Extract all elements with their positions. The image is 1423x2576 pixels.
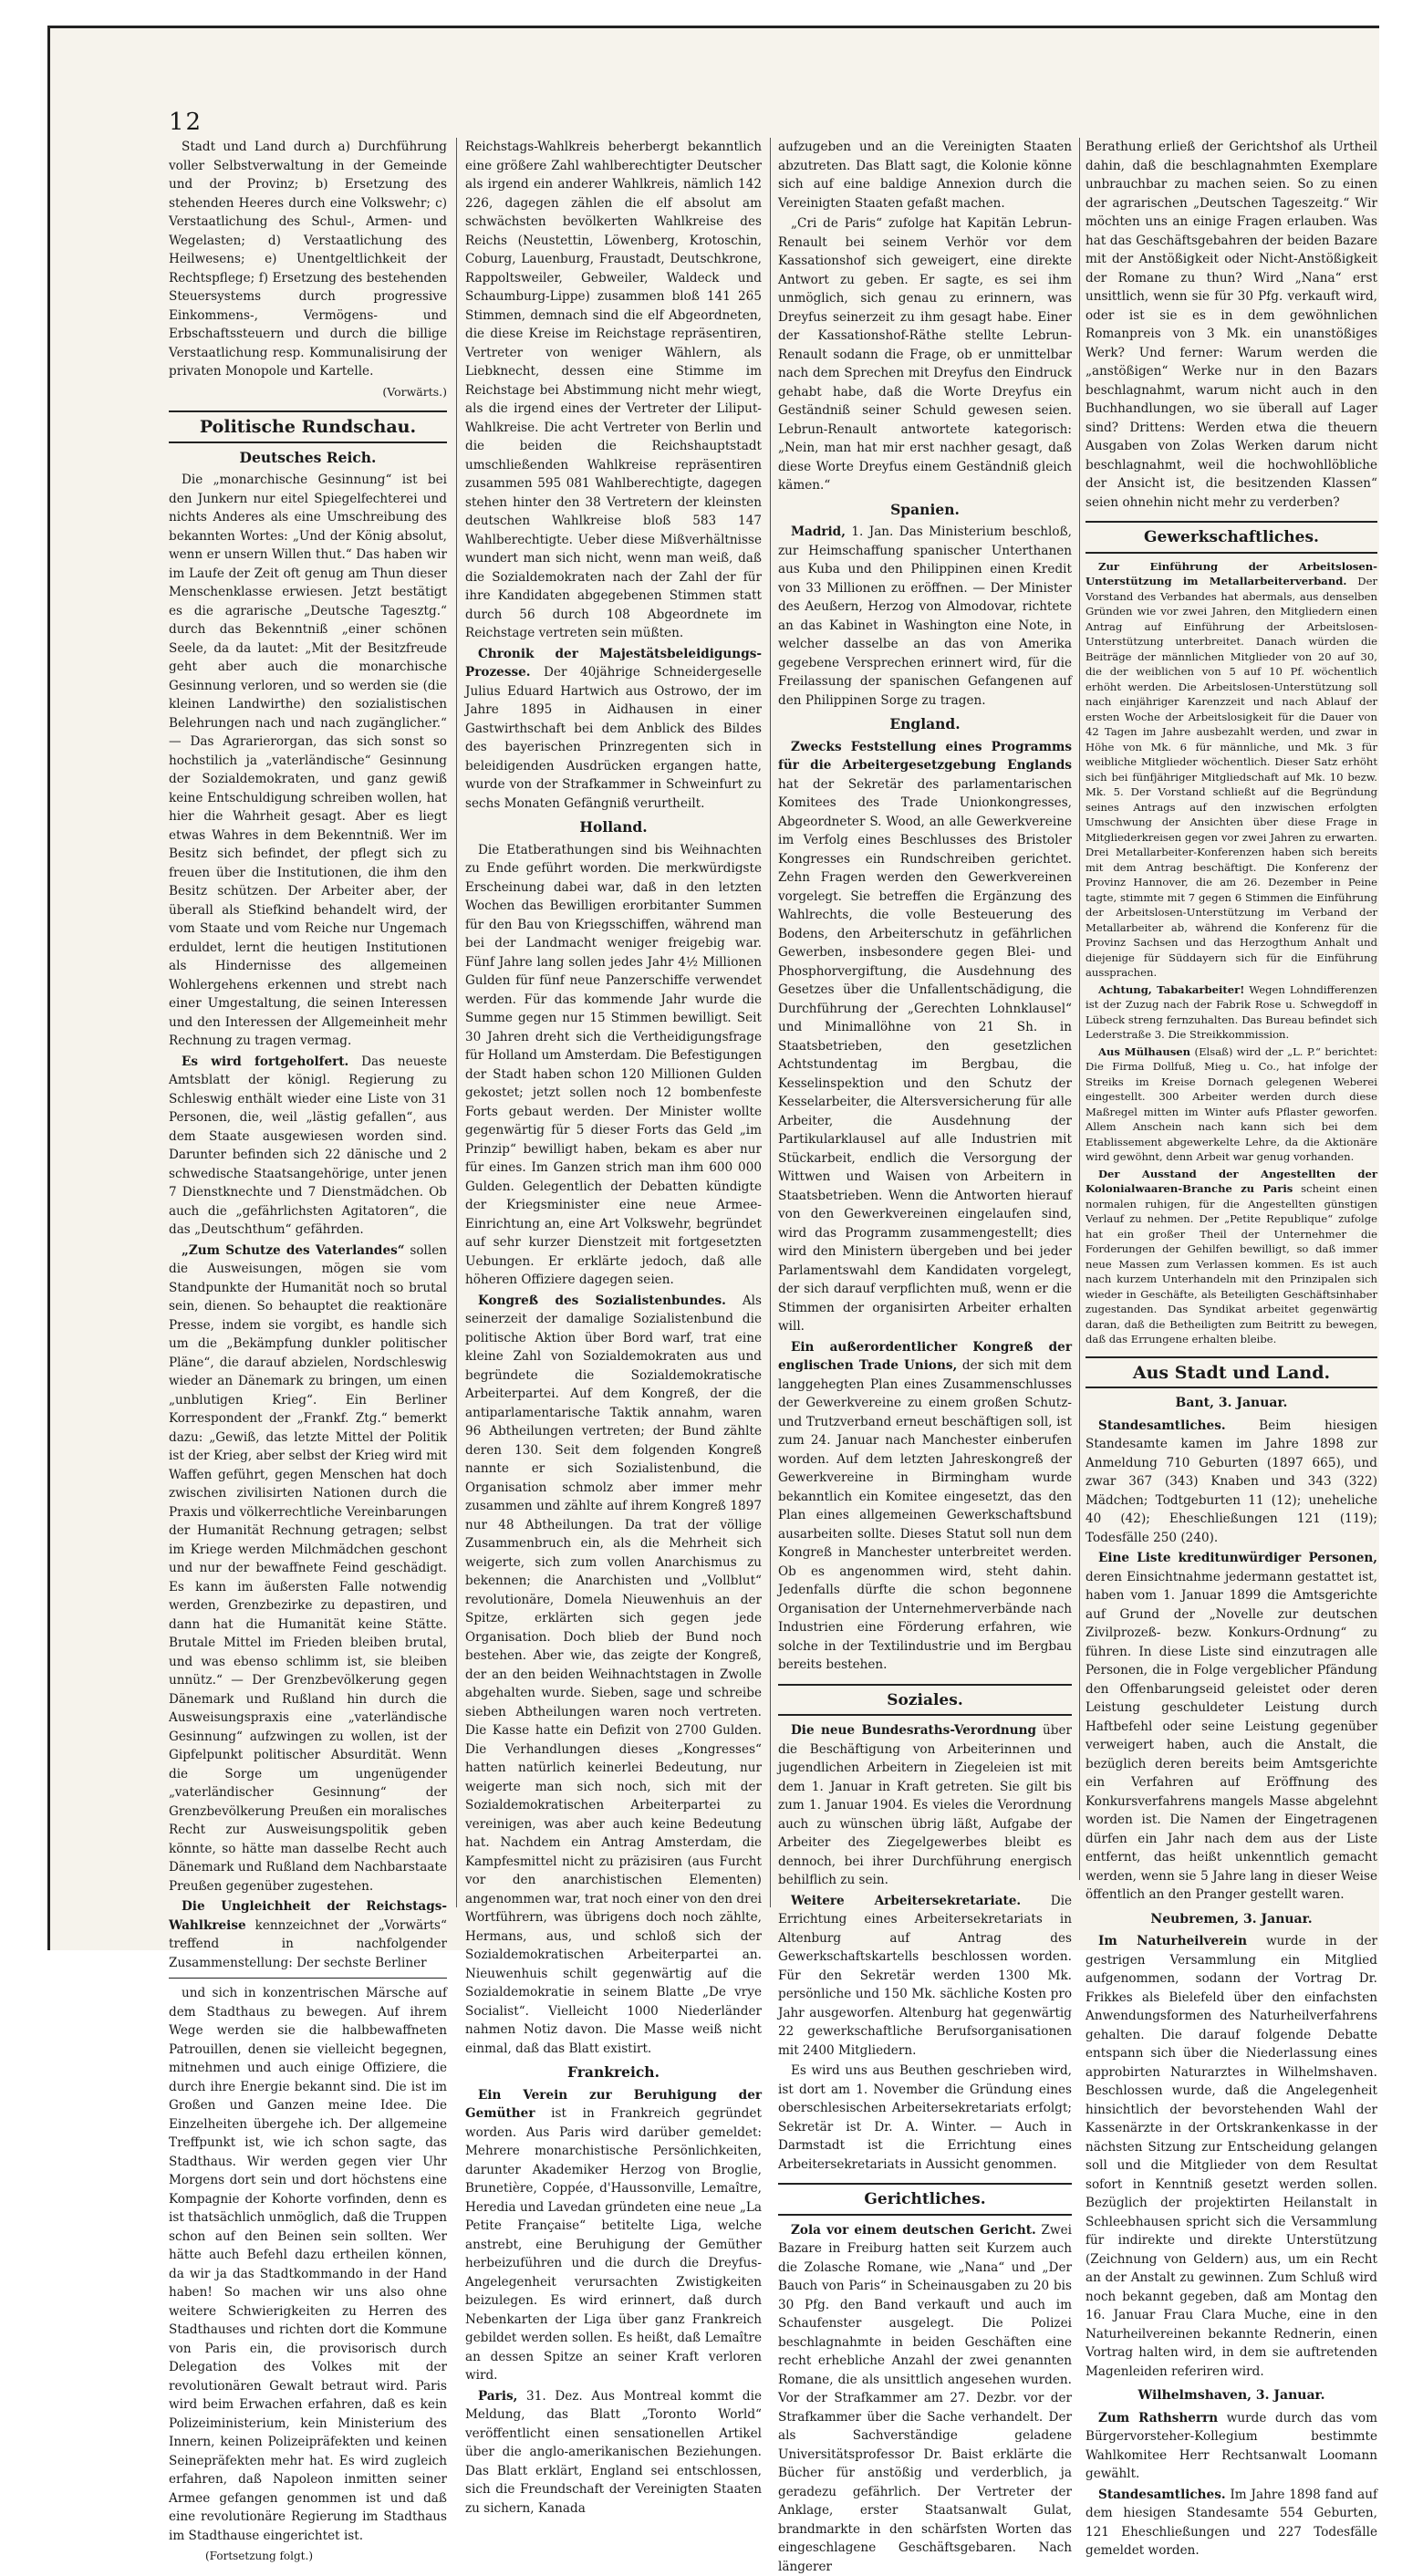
article-lead: Standesamtliches. (1098, 2488, 1226, 2502)
continuation-note: (Fortsetzung folgt.) (205, 2547, 447, 2566)
article-paragraph (1085, 1417, 1377, 1548)
section-heading: Gerichtliches. (778, 2190, 1072, 2209)
article-text: Die „monarchische Gesinnung“ ist bei den Junkern nur eitel Spiegelfechterei und nichts Anderes als eine Umschreibung des bekannten Wortes: „Und der König absolut, wenn er unsern Willen thut.“ Das haben wir im Laufe der Zeit oft genug am Thun dieser Menschenklasse erwiesen. Jetzt bestätigt es die agrarische „Deutsche Tagesztg.“ durch das Bekenntniß „einer schönen Seele, da da lautet: „Mit der Besitzfreude geht aber auch die monarchische Gesinnung verloren, und so werden sie (die kleinen Landwirthe) den sozialistischen Belehrungen nach und nach zugänglicher.“ — Das Agrarierorgan, das sich sonst so hochstilich ja „vaterländische“ Gesinnung der Sozialdemokraten, und ganz gewiß keine Entschuldigung schreiben wollen, hat hier die Wahrheit gesagt. Aber es liegt etwas Wahres in dem Bekenntniß. Wer im Besitz sich befindet, der pflegt sich zu freuen über die Institutionen, die ihm den Besitz schützen. Der Arbeiter aber, der überall als Stiefkind behandelt wird, der vom Staate und vom Reiche nur Ungemach erduldet, lernt die heutigen Institutionen als Hindernisse des allgemeinen Wohlergehens erkennen und strebt nach einer Umgestaltung, die seinen Interessen und den Interessen der Allgemeinheit mehr Rechnung zu tragen vermag. (169, 471, 447, 1051)
article-lead: Madrid, (791, 525, 846, 539)
section-box (778, 2183, 1072, 2216)
article-lead: Weitere Arbeitersekretariate. (791, 1894, 1021, 1908)
article-lead: Die neue Bundesraths-Verordnung (791, 1723, 1036, 1738)
article-paragraph (465, 2387, 762, 2519)
article-paragraph (169, 1897, 447, 1972)
article-text: aufzugeben und an die Vereinigten Staaten abzutreten. Das Blatt sagt, die Kolonie könne sich auf eine baldige Annexion durch die Vereinigten Staaten gefaßt machen. (778, 138, 1072, 213)
article-text: 1. Jan. Das Ministerium beschloß, zur Heimschaffung spanischer Unterthanen aus Kuba und den Philippinen einen Kredit von 33 Millionen zu eröffnen. — Der Minister des Aeußern, Herzog von Almodovar, richtete an das Kabinet in Washington eine Note, in welcher dasselbe an das von Amerika gegebene Versprechen erinnert wird, für die Freilassung der spanischen Gefangenen auf den Philippinen Sorge zu tragen. (778, 525, 1072, 708)
section-box (1085, 521, 1377, 554)
article-text: wurde durch das vom Bürgervorsteher-Kollegium bestimmte Wahlkomitee Herr Rechtsanwalt Loomann gewählt. (1085, 2411, 1377, 2482)
article-text: sollen die Ausweisungen, mögen sie vom Standpunkte der Humanität noch so brutal sein, dienen. So behauptet die reaktionäre Presse, indem sie vorgibt, es handle sich um die „Bekämpfung dunkler politischer Pläne“, die darauf abzielen, Nordschleswig wieder an Dänemark zu bringen, um einen „unblutigen Krieg“. Ein Berliner Korrespondent der „Frankf. Ztg.“ bemerkt dazu: „Gewiß, das letzte Mittel der Politik ist der Krieg, aber selbst der Krieg wird mit Waffen geführt, gegen Menschen hat doch zwischen zivilisirten Nationen durch die Praxis und völkerrechtliche Vereinbarungen der Humanität Rechnung getragen; selbst im Kriege werden Milchmädchen geschont und nur der bewaffnete Feind geschädigt. Es kann im äußersten Falle notwendig werden, Grenzbezirke zu depastiren, und dann hat die Humanität keine Stätte. Brutale Mittel im Frieden bleiben brutal, und was ebenso schlimm ist, sie bleiben unnütz.“ — Der Grenzbevölkerung gegen Dänemark und Rußland hin durch die Ausweisungspraxis eine „vaterländische Gesinnung“ aufzwingen zu wollen, ist der Gipfelpunkt politischer Absurdität. Wenn die Sorge um ungenügender „vaterländischer Gesinnung“ der Grenzbevölkerung Preußen ein moralisches Recht zur Ausweisungspolitik geben könnte, so hätte man dasselbe Recht auch Dänemark und Rußland dem Nachbarstaate Preußen gegenüber zugestehen. (169, 1243, 447, 1894)
article-lead: Zur Einführung der Arbeitslosen-Unterstützung im Metallarbeiterverband. (1085, 560, 1377, 588)
article-text: deren Einsichtnahme jedermann gestattet ist, haben vom 1. Januar 1899 die Amtsgerichte auf Grund der „Novelle zur deutschen Zivilprozeß- bezw. Konkurs-Ordnung“ zu führen. In diese Liste sind einzutragen alle Personen, die in Folge vergeblicher Pfändung den Offenbarungseid geleistet oder deren Leistung geschuldeter Leistung durch Haftbefehl oder seine Leistung gegenüber verweigert haben, auch die Anstalt, die bezüglich deren bereits beim Amtsgerichte ein Verfahren auf Eröffnung des Konkursverfahrens mangels Masse abgelehnt worden ist. Die Namen der Eingetragenen dürfen ein Jahr nach dem aus der Liste entfernt, das heißt unkenntlich gemacht werden, wenn sie 5 Jahre lang in dieser Weise öffentlich an den Pranger gestellt waren. (1085, 1570, 1377, 1903)
article-text: „Cri de Paris“ zufolge hat Kapitän Lebrun-Renault bei seinem Verhör vor dem Kassationshof sich geweigert, eine direkte Antwort zu geben. Er sagte, es sei ihm unmöglich, sich genau zu erinnern, was Dreyfus seinerzeit zu ihm gesagt habe. Einer der Kassationshof-Räthe stellte Lebrun-Renault sodann die Frage, ob er unmittelbar nach dem Sprechen mit Dreyfus den Eindruck gehabt habe, daß die Worte Dreyfus ein Geständniß seiner Schuld gewesen seien. Lebrun-Renault antwortete kategorisch: „Nein, man hat mir erst nachher gesagt, daß diese Worte Dreyfus einem Geständniß gleich kämen.“ (778, 214, 1072, 495)
section-heading: Aus Stadt und Land. (1085, 1364, 1377, 1383)
article-lead: Eine Liste kreditunwürdiger Personen, (1098, 1551, 1377, 1565)
section-box (1085, 1356, 1377, 1389)
article-paragraph (778, 1338, 1072, 1675)
article-text: Berathung erließ der Gerichtshof als Urtheil dahin, daß die beschlagnahmten Exemplare unbrauchbar zu machen seien. So zu einen der agrarischen „Deutschen Tageszeitg.“ Wir möchten uns an einige Fragen erlauben. Was hat das Geschäftsgebahren der beiden Bazare mit der Anstößigkeit oder Nicht-Anstößigkeit der Romane zu thun? Wird „Nana“ erst unsittlich, wenn sie für 30 Pfg. verkauft wird, oder ist sie es in dem gewöhnlichen Romanpreis von 3 Mk. ein unanstößiges Werk? Und ferner: Warum werden die „anstößigen“ Werke nur in den Bazars beschlagnahmt, warum nicht auch in den Buchhandlungen, wo sie überall auf Lager sind? Drittens: Werden etwa die theuern Ausgaben von Zolas Werken darum nicht beschlagnahmt, weil die hochwohllöbliche der Ansicht ist, die besitzenden Klassen“ seien ohnehin nicht mehr zu verderben? (1085, 138, 1377, 512)
article-lead: Die Ungleichheit der Reichstags-Wahlkreise (169, 1899, 447, 1933)
article-text: kennzeichnet der „Vorwärts“ treffend in nachfolgender Zusammenstellung: Der sechste Berliner (169, 1918, 447, 1970)
page-number: 12 (169, 109, 203, 136)
article-lead: Ein außerordentlicher Kongreß der englischen Trade Unions, (778, 1340, 1072, 1374)
article-lead: Zum Rathsherrn (1098, 2411, 1218, 2425)
article-lead: „Zum Schutze des Vaterlandes“ (182, 1243, 405, 1258)
article-lead: Kongreß des Sozialistenbundes. (478, 1293, 726, 1308)
subsection-heading: Frankreich. (465, 2063, 762, 2083)
column-4 (1085, 138, 1377, 1880)
article-paragraph (778, 2221, 1072, 2576)
article-lead: Ein Verein zur Beruhigung der Gemüther (465, 2088, 762, 2122)
article-text: der sich mit dem langgehegten Plan eines Zusammenschlusses der Gewerkvereine zu einem großen Schutz- und Trutzverband erneut beschäftigen soll, ist zum 24. Januar nach Manchester einberufen worden. Auf dem letzten Jahreskongreß der Gewerkvereine in Birmingham wurde bekanntlich ein Komitee eingesetzt, das den Plan eines allgemeinen Gewerkschaftsbund ausarbeiten sollte. Dieses Statut soll nun dem Kongreß in Manchester unterbreitet werden. Ob es angenommen wird, steht dahin. Jedenfalls dürfte die schon begonnene Organisation der Unternehmerverbände nach Industrien eine Förderung erfahren, wie solche in der Textilindustrie und im Bergbau bereits bestehen. (778, 1358, 1072, 1672)
column-divider (1079, 138, 1080, 1880)
newspaper-page (47, 26, 1379, 1950)
divider (169, 1978, 447, 1979)
column-1 (169, 138, 447, 1871)
section-heading: Gewerkschaftliches. (1085, 528, 1377, 547)
article-text: und sich in konzentrischen Märsche auf dem Stadthaus zu bewegen. Auf ihrem Wege werden sie die halbbewaffneten Patrouillen, denen sie vielleicht begegnen, mitnehmen und auch einige Offiziere, die durch ihre Energie bekannt sind. Die ist im Großen und Ganzen meine Idee. Die Einzelheiten übergehe ich. Der allgemeine Treffpunkt ist, wie ich schon sagte, das Stadthaus. Wir werden gegen vier Uhr Morgens dort sein und dort höchstens eine Kompagnie der Kohorte vorfinden, denn es ist thatsächlich unmöglich, daß die Truppen schon auf den Beinen sein sollten. Wer hätte auch Befehl dazu ertheilen können, da wir ja das Stadtkommando in der Hand haben! So machen wir uns also ohne weitere Schwierigkeiten zu Herren des Stadthauses und richten dort die Kommune von Paris ein, die provisorisch durch Delegation des Volkes mit der revolutionären Gewalt betraut wird. Paris wird beim Erwachen erfahren, daß es kein Polizeiministerium, kein Ministerium des Innern, keinen Polizeipräfekten und keinen Seinepräfekten mehr hat. Es wird zugleich erfahren, daß Napoleon inmitten seiner Armee gefangen genommen ist und daß eine revolutionäre Regierung im Stadthaus im Stadthause eingerichtet ist. (169, 1984, 447, 2545)
article-text: Die Etatberathungen sind bis Weihnachten zu Ende geführt worden. Die merkwürdigste Erscheinung dabei war, daß in den letzten Wochen das Bewilligen erorbitanter Summen für den Bau von Kriegsschiffen, während man bei der Landmacht weniger freigebig war. Fünf Jahre lang sollen jedes Jahr 4½ Millionen Gulden für fünf neue Panzerschiffe verwendet werden. Für das kommende Jahr wurde die Summe gegen nur 15 Stimmen bewilligt. Seit 30 Jahren dreht sich die Vertheidigungsfrage für Holland um Amsterdam. Die Befestigungen der Stadt haben schon 120 Millionen Gulden gekostet; jetzt sollen noch 12 bombenfeste Forts gebaut werden. Der Minister wollte gegenwärtig für 5 dieser Forts das Geld „im Prinzip“ bewilligt haben, bekam es aber nur für eines. Im Ganzen strich man ihm 600 000 Gulden. Gelegentlich der Debatten kündigte der Kriegsminister eine neue Armee-Einrichtung an, eine Art Volkswehr, begründet auf sehr kurzer Dienstzeit mit fortgesetzten Uebungen. Er erklärte jedoch, daß alle höheren Offiziere dagegen seien. (465, 841, 762, 1290)
article-paragraph (778, 738, 1072, 1336)
dateline: Bant, 3. Januar. (1085, 1394, 1377, 1413)
article-text: Beim hiesigen Standesamte kamen im Jahre 1898 zur Anmeldung 710 Geburten (1897 665), und zwar 367 (343) Knaben und 343 (322) Mädchen; Todtgeburten 11 (12); uneheliche 40 (42); Eheschließungen 121 (119); Todesfälle 250 (240). (1085, 1418, 1377, 1545)
article-text: (Elsaß) wird der „L. P.“ berichtet: Die Firma Dollfuß, Mieg u. Co., hat infolge der Streiks im Kreise Dornach gelegenen Weberei eingestellt. 300 Arbeiter werden durch diese Maßregel mitten im Winter aufs Pflaster geworfen. Allem Anschein nach kann sich bei dem Etablissement abgewerkelte Lehre, da die Aktionäre wird gewöhnt, denn Arbeit war genug vorhanden. (1085, 1045, 1377, 1164)
section-box (169, 410, 447, 443)
dateline: Neubremen, 3. Januar. (1085, 1910, 1377, 1929)
article-paragraph (778, 1892, 1072, 2061)
article-paragraph (1085, 559, 1377, 981)
column-divider (770, 138, 771, 1907)
article-lead: Im Naturheilverein (1098, 1934, 1247, 1948)
article-paragraph (1085, 1932, 1377, 2381)
article-text: ist in Frankreich gegründet worden. Aus Paris wird darüber gemeldet: Mehrere monarchistische Persönlichkeiten, darunter Akademiker Herzog von Broglie, Brunetière, Coppée, d'Haussonville, Lemaître, Heredia und Lavedan gründeten eine neue „La Petite Française“ betitelte Liga, welche anstrebt, eine Beruhigung der Gemüther herbeizuführen und die durch die Dreyfus-Angelegenheit verursachten Zwistigkeiten beizulegen. Es wird erinnert, daß durch Nebenkarten der Liga über ganz Frankreich gebildet werden sollen. Es heißt, daß Lemaître an dessen Spitze an seiner Kraft verloren wird. (465, 2106, 762, 2383)
article-text: über die Beschäftigung von Arbeiterinnen und jugendlichen Arbeitern in Ziegeleien ist mit dem 1. Januar in Kraft getreten. Sie gilt bis zum 1. Januar 1904. Es vieles die Verordnung auch zu wünschen übrig läßt, Aufgabe der Arbeiter des Ziegelgewerbes bleibt es dennoch, bei ihrer Durchführung energisch behilflich zu sein. (778, 1723, 1072, 1887)
article-text: hat der Sekretär des parlamentarischen Komitees des Trade Unionkongresses, Abgeordneter S. Wood, an alle Gewerkvereine im Verfolg eines Beschlusses des Bristoler Kongresses ein Rundschreiben gerichtet. Zehn Fragen werden den Gewerkvereinen vorgelegt. Sie betreffen die Ergänzung des Wahlrechts, die volle Besteuerung des Bodens, den Arbeiterschutz in gefährlichen Gewerben, insbesondere gegen Blei- und Phosphorvergiftung, die Ausdehnung des Gesetzes über die Unfallentschädigung, die Durchführung der „Gerechten Lohnklausel“ und Minimallöhne von 21 Sh. in Staatsbetrieben, den gesetzlichen Achtstundentag im Bergbau, die Kesselinspektion und den Schutz der Kesselarbeiter, die Altersversicherung für alle Arbeiter, die Ausdehnung der Partikularklausel auf alle Industrien mit Stückarbeit, endlich die Versorgung der Wittwen und Waisen von Arbeitern in Staatsbetrieben. Wenn die Antworten hierauf von den Gewerkvereinen eingelaufen sind, wird das Programm zusammengestellt; dies wird den Ministern übergeben und bei jeder Parlamentswahl dem Kandidaten vorgelegt, der sich darauf verpflichten muß, wenn er die Stimmen der organisirten Arbeiter erhalten will. (778, 777, 1072, 1335)
article-paragraph (1085, 1167, 1377, 1347)
section-heading: Soziales. (778, 1691, 1072, 1710)
article-paragraph (169, 1241, 447, 1896)
article-paragraph (1085, 982, 1377, 1043)
dateline: Wilhelmshaven, 3. Januar. (1085, 2386, 1377, 2405)
article-paragraph (465, 645, 762, 814)
section-heading: Politische Rundschau. (169, 418, 447, 437)
article-text: Der Vorstand des Verbandes hat abermals, aus denselben Gründen wie vor zwei Jahren, den Mitgliedern einen Antrag auf Einführung der Arbeitslosen-Unterstützung unterbreitet. Danach würden die Beiträge der männlichen Mitglieder von 20 auf 30, die der weiblichen von 5 auf 10 Pf. wöchentlich erhöht werden. Die Arbeitslosen-Unterstützung soll nach einjähriger Karenzzeit und nach Ablauf der ersten Woche der Arbeitslosigkeit für die Dauer von 42 Tagen im Jahre ausbezahlt werden, und zwar in Höhe von Mk. 6 für männliche, und Mk. 3 für weibliche Mitglieder wöchentlich. Dieser Satz erhöht sich bei fünfjähriger Mitgliedschaft auf Mk. 10 bezw. Mk. 5. Der Vorstand schließt auf die Begründung seines Antrags auf den inzwischen erfolgten Umschwung der Ansichten über diese Frage in Mitgliederkreisen gegen vor zwei Jahren zu erwarten. Drei Metallarbeiter-Konferenzen haben sich bereits mit dem Antrag beschäftigt. Die Konferenz der Provinz Hannover, die am 26. Dezember in Peine tagte, stimmte mit 7 gegen 6 Stimmen die Einführung der Arbeitslosen-Unterstützung im Verband der Metallarbeiter ab, während die Konferenz für die Provinz Sachsen und das Herzogthum Anhalt und diejenige für Süddayern sich für die Einführung aussprachen. (1085, 575, 1377, 979)
article-paragraph (169, 1053, 447, 1240)
article-text: Der 40jährige Schneidergeselle Julius Eduard Hartwich aus Ostrowo, der im Jahre 1895 in Aidhausen in einer Gastwirthschaft bei dem Anblick des Bildes des bayerischen Prinzregenten sich in beleidigenden Ausdrücken ergangen hatte, wurde von der Strafkammer in Schweinfurt zu sechs Monaten Gefängniß verurtheilt. (465, 665, 762, 811)
article-text: Wegen Lohndifferenzen ist der Zuzug nach der Fabrik Rose u. Schwegdoff in Lübeck streng fernzuhalten. Das Bureau befindet sich Lederstraße 3. Die Streikkommission. (1085, 983, 1377, 1042)
subsection-heading: England. (778, 715, 1072, 734)
article-lead: Achtung, Tabakarbeiter! (1098, 983, 1244, 996)
article-text: Es wird uns aus Beuthen geschrieben wird, ist dort am 1. November die Gründung eines oberschlesischen Arbeitersekretariats erfolgt; Sekretär ist Dr. A. Winter. — Auch in Darmstadt ist die Errichtung eines Arbeitersekretariats in Aussicht genommen. (778, 2062, 1072, 2174)
column-divider (456, 138, 457, 1907)
article-paragraph (1085, 2409, 1377, 2484)
article-lead: Es wird fortgeholfert. (182, 1054, 348, 1069)
source-signature: (Vorwärts.) (169, 383, 447, 402)
article-paragraph (465, 2086, 762, 2385)
subsection-heading: Holland. (465, 818, 762, 837)
article-text: Als seinerzeit der damalige Sozialistenbund die politische Aktion über Bord warf, trat eine kleine Zahl von Sozialdemokraten aus und begründete die Sozialdemokratische Arbeiterpartei. Auf dem Kongreß, der die antiparlamentarische Taktik annahm, waren 96 Abtheilungen vertreten; der Bund zählte deren 130. Seit dem folgenden Kongreß nannte er sich Sozialistenbund, die Organisation schmolz aber immer mehr zusammen und zählte auf ihrem Kongreß 1897 nur 48 Abtheilungen. Da trat der völlige Zusammenbruch ein, als die Mehrheit sich weigerte, sich zum vollen Anarchismus zu bekennen; die Anarchisten und „Vollblut“ revolutionäre, Domela Nieuwenhuis an der Spitze, erklärten sich gegen jede Organisation. Doch blieb der Bund noch bestehen. Aber wie, das zeigte der Kongreß, der an den beiden Weihnachtstagen in Zwolle abgehalten wurde. Sieben, sage und schreibe sieben Abtheilungen waren noch vertreten. Die Kasse hatte ein Defizit von 2700 Gulden. Die Verhandlungen dieses „Kongresses“ hatten natürlich keinerlei Bedeutung, nur weigerte man sich noch, sich mit der Sozialdemokratischen Arbeiterpartei zu vereinigen, was aber auch keine Bedeutung hat. Nachdem ein Antrag Amsterdam, die Kampfesmittel nicht zu präzisiren (aus Furcht vor den anarchistischen Elementen) angenommen war, trat noch einer von den drei Wortführern, was übrigens doch noch zählte, Hermans, aus, und schloß sich der Sozialdemokratischen Arbeiterpartei an. Nieuwenhuis schilt gegenwärtig auf die Sozialdemokratie in seinem Blatte „De vrye Socialist“. Vielleicht 1000 Niederländer nahmen Notiz davon. Die Masse weiß nicht einmal, daß das Blatt existirt. (465, 1293, 762, 2056)
article-lead: Aus Mülhausen (1098, 1045, 1190, 1058)
subsection-heading: Spanien. (778, 501, 1072, 520)
column-3 (778, 138, 1072, 1907)
article-text: Im Jahre 1898 fand auf dem hiesigen Standesamte 554 Geburten, 121 Eheschließungen und 227 Todesfälle gemeldet worden. (1085, 2488, 1377, 2559)
article-paragraph (778, 1721, 1072, 1890)
article-lead: Paris, (478, 2389, 517, 2404)
article-paragraph (778, 523, 1072, 710)
article-lead: Zwecks Feststellung eines Programms für die Arbeitergesetzgebung Englands (778, 740, 1072, 774)
article-lead: Standesamtliches. (1098, 1418, 1226, 1433)
article-text: scheint einen normalen ruhigen, für die Angestellten günstigen Verlauf zu nehmen. Der „Petite Republique“ zufolge hat ein großer Theil der Unternehmer die Forderungen der Gehilfen bewilligt, so daß immer neue Massen zum Verlassen kommen. Es ist auch nach kurzem Unterhandeln mit den Prinzipalen sich wieder in Geschäfte, als Beteiligten Geschäftsinhaber zugestanden. Das Syndikat arbeitet gegenwärtig daran, daß die Betheiligten zum Beitritt zu bewegen, daß das Errungene erhalten bleibe. (1085, 1182, 1377, 1345)
section-box (778, 1684, 1072, 1717)
article-text: 31. Dez. Aus Montreal kommt die Meldung, das Blatt „Toronto World“ veröffentlicht einen sensationellen Artikel über die anglo-amerikanischen Beziehungen. Das Blatt erklärt, England sei entschlossen, sich die Freundschaft der Vereinigten Staaten zu sichern, Kanada (465, 2389, 762, 2516)
article-text: Reichstags-Wahlkreis beherbergt bekanntlich eine größere Zahl wahlberechtigter Deutscher als irgend ein anderer Wahlkreis, nämlich 142 226, dagegen zählen die elf absolut am schwächsten bevölkerten Wahlkreise des Reichs (Neustettin, Löwenberg, Krotoschin, Coburg, Lauenburg, Fraustadt, Deutschkrone, Rappoltsweiler, Gebweiler, Waldeck und Schaumburg-Lippe) zusammen bloß 141 265 Stimmen, demnach sind die elf Abgeordneten, die diese Kreise im Reichstage repräsentiren, Vertreter von weniger Wählern, als Liebknecht, dessen eine Stimme im Reichstage bei Abstimmung nicht mehr wiegt, als die irgend eines der Vertreter der Liliput-Wahlkreise. Die acht Vertreter von Berlin und die beiden die Reichshauptstadt umschließenden Wahlkreise repräsentiren zusammen 595 081 Wahlberechtigte, dagegen stehen hinter den 38 Vertretern der kleinsten deutschen Wahlkreise bloß 583 147 Wahlberechtigte. Ueber diese Mißverhältnisse wundert man sich nicht, wenn man weiß, daß die Sozialdemokraten nach der Zahl der für ihre Kandidaten abgegebenen Stimmen statt durch 56 durch 108 Abgeordnete im Reichstage vertreten sein müßten. (465, 138, 762, 643)
subsection-heading: Deutsches Reich. (169, 449, 447, 468)
article-lead: Der Ausstand der Angestellten der Kolonialwaaren-Branche zu Paris (1085, 1168, 1377, 1196)
article-lead: Zola vor einem deutschen Gericht. (791, 2223, 1036, 2238)
article-text: wurde in der gestrigen Versammlung ein Mitglied aufgenommen, sodann der Vortrag Dr. Frikkes als Bielefeld über den einfachsten Anwendungsformen des Naturheilverfahrens gehalten. Die darauf folgende Debatte entspann sich über die Niederlassung eines approbirten Naturarztes in Wilhelmshaven. Beschlossen wurde, daß die Angelegenheit hinsichtlich der bevorstehenden Wahl der Kassenärzte in der Ortskrankenkasse in der nächsten Sitzung zur Entscheidung gelangen soll und die Mitglieder von dem Resultat sofort in Kenntniß gesetzt werden sollen. Bezüglich der projektirten Heilanstalt in Schleebhausen spricht sich die Versammlung für indirekte und direkte Unterstützung (Zeichnung von Geldern) aus, um ein Recht an der Anstalt zu gewinnen. Zum Schluß wird noch bekannt gegeben, daß am Montag den 16. Januar Frau Clara Muche, eine in den Naturheilvereinen bekannte Rednerin, einen Vortrag halten wird, in dem sie auftretenden Magenleiden referiren wird. (1085, 1934, 1377, 2379)
article-text: Das neueste Amtsblatt der königl. Regierung zu Schleswig enthält wieder eine Liste von 31 Personen, die, weil „lästig gefallen“, aus dem Staate ausgewiesen worden sind. Darunter befinden sich 22 dänische und 2 schwedische Staatsangehörige, unter jenen 7 Dienstknechte und 7 Dienstmädchen. Ob auch die „gefährlichsten Agitatoren“, die das „Deutschthum“ gefährden. (169, 1054, 447, 1238)
article-paragraph (1085, 2486, 1377, 2560)
column-2 (465, 138, 762, 1907)
article-lead: Chronik der Majestätsbeleidigungs-Prozesse. (465, 647, 762, 680)
article-paragraph (1085, 1044, 1377, 1165)
article-text: Die Errichtung eines Arbeitersekretariats in Altenburg auf Antrag des Gewerkschaftskartells beschlossen worden. Für den Sekretär werden 1300 Mk. persönliche und 150 Mk. sächliche Kosten pro Jahr ausgeworfen. Altenburg hat gegenwärtig 22 gewerkschaftliche Berufsorganisationen mit 2400 Mitgliedern. (778, 1894, 1072, 2058)
article-paragraph (465, 1292, 762, 2059)
article-text: Stadt und Land durch a) Durchführung voller Selbstverwaltung in der Gemeinde und der Provinz; b) Ersetzung des stehenden Heeres durch eine Volkswehr; c) Verstaatlichung des Schul-, Armen- und Wegelasten; d) Verstaatlichung des Heilwesens; e) Unentgeltlichkeit der Rechtspflege; f) Ersetzung des bestehenden Steuersystems durch progressive Einkommens-, Vermögens- und Erbschaftssteuern und durch die billige Verstaatlichung resp. Kommunalisirung der privaten Monopole und Kartelle. (169, 138, 447, 381)
article-text: Zwei Bazare in Freiburg hatten seit Kurzem auch die Zolasche Romane, wie „Nana“ und „Der Bauch von Paris“ in Scheinausgaben zu 20 bis 30 Pfg. den Band verkauft und auch im Schaufenster ausgelegt. Die Polizei beschlagnahmte in beiden Geschäften eine recht erhebliche Anzahl der zwei genannten Romane, die als unsittlich angesehen wurden. Vor der Strafkammer am 27. Dezbr. vor der Strafkammer über die Sache verhandelt. Der als Sachverständige geladene Universitätsprofessor Dr. Baist erklärte die Bücher für anstößig und verderblich, ja geradezu gefährlich. Der Vertreter der Anklage, erster Staatsanwalt Gulat, brandmarkte in den schärfsten Worten das eingeschlagene Geschäftsgebaren. Nach längerer (778, 2223, 1072, 2574)
article-paragraph (1085, 1549, 1377, 1905)
